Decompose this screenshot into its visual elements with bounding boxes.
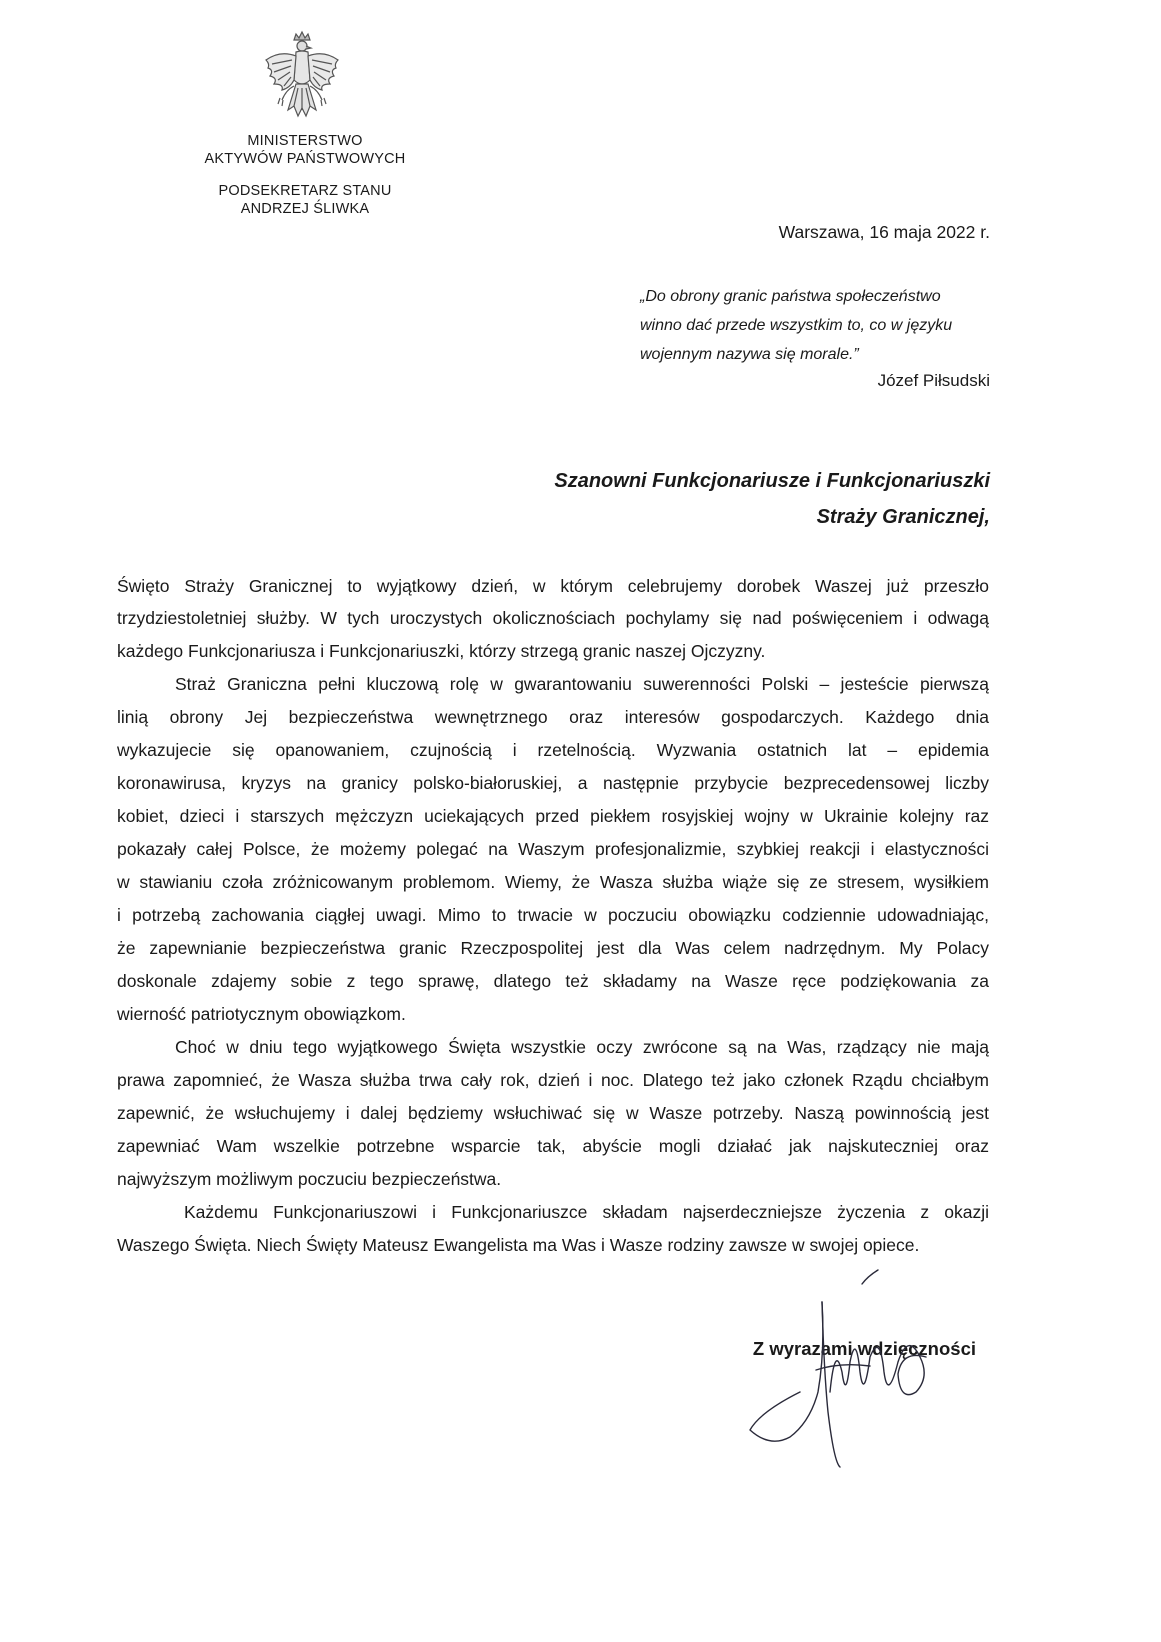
body-line: wykazujecie się opanowaniem, czujnością i rzetelnością. Wyzwania ostatnich lat – epidemia	[117, 740, 989, 760]
closing-phrase: Z wyrazami wdzięczności	[752, 1338, 976, 1359]
body-line: zapewniać Wam wszelkie potrzebne wsparcie tak, abyście mogli działać jak najskuteczniej oraz	[117, 1136, 989, 1156]
position-title: PODSEKRETARZ STANU	[218, 183, 392, 199]
letter-date: Warszawa, 16 maja 2022 r.	[778, 222, 990, 242]
body-line: pokazały całej Polsce, że możemy polegać na Waszym profesjonalizmie, szybkiej reakcji i elastyczności	[117, 839, 989, 859]
body-line: i potrzebą zachowania ciągłej uwagi. Mimo to trwacie w poczuciu obowiązku codziennie udowadniając,	[117, 905, 989, 925]
ministry-name-line1: MINISTERSTWO	[247, 133, 363, 149]
quote-line: winno dać przede wszystkim to, co w języku	[640, 317, 953, 334]
body-line: że zapewnianie bezpieczeństwa granic Rzeczpospolitej jest dla Was celem nadrzędnym. My Polacy	[117, 938, 989, 958]
body-line: Choć w dniu tego wyjątkowego Święta wszystkie oczy zwrócone są na Was, rządzący nie mają	[175, 1037, 989, 1057]
ministry-name-line2: AKTYWÓW PAŃSTWOWYCH	[204, 151, 406, 167]
body-line: doskonale zdajemy sobie z tego sprawę, dlatego też składamy na Wasze ręce podziękowania za	[117, 971, 989, 991]
body-line: każdego Funkcjonariusza i Funkcjonariuszki, którzy strzegą granic naszej Ojczyzny.	[117, 641, 766, 661]
quote-line: „Do obrony granic państwa społeczeństwo	[640, 288, 941, 305]
body-line: prawa zapomnieć, że Wasza służba trwa cały rok, dzień i noc. Dlatego też jako członek Rządu chciałbym	[117, 1070, 989, 1090]
body-line: wierność patriotycznym obowiązkom.	[117, 1004, 406, 1024]
body-line: Straż Graniczna pełni kluczową rolę w gwarantowaniu suwerenności Polski – jesteście pierwszą	[175, 674, 989, 694]
body-line: trzydziestoletniej służby. W tych uroczystych okolicznościach pochylamy się nad poświęceniem i odwagą	[117, 608, 989, 628]
author-name: ANDRZEJ ŚLIWKA	[240, 201, 370, 217]
body-line: zapewnić, że wsłuchujemy i dalej będziemy wsłuchiwać się w Wasze potrzeby. Naszą powinnością jest	[117, 1103, 989, 1123]
polish-eagle-icon	[258, 30, 346, 126]
body-line: kobiet, dzieci i starszych mężczyzn uciekających przed piekłem rosyjskiej wojny w Ukrainie kolejny raz	[117, 806, 989, 826]
body-line: Święto Straży Granicznej to wyjątkowy dzień, w którym celebrujemy dorobek Waszej już przeszło	[117, 576, 989, 596]
quote-line: wojennym nazywa się morale.”	[640, 346, 859, 363]
salutation-line2: Straży Granicznej,	[816, 506, 990, 528]
handwritten-signature-icon	[730, 1262, 970, 1482]
body-line: w stawianiu czoła zróżnicowanym problemom. Wiemy, że Wasza służba wiąże się ze stresem, wysiłkiem	[117, 872, 989, 892]
body-line: najwyższym możliwym poczuciu bezpieczeństwa.	[117, 1169, 502, 1189]
body-line: Każdemu Funkcjonariuszowi i Funkcjonariuszce składam najserdeczniejsze życzenia z okazji	[184, 1202, 989, 1222]
epigraph-quote	[640, 282, 1000, 369]
salutation-line1: Szanowni Funkcjonariusze i Funkcjonariuszki	[554, 470, 990, 492]
body-line: linią obrony Jej bezpieczeństwa wewnętrznego oraz interesów gospodarczych. Każdego dnia	[117, 707, 989, 727]
quote-author: Józef Piłsudski	[877, 371, 990, 390]
body-line: koronawirusa, kryzys na granicy polsko-białoruskiej, a następnie przybycie bezprecedensowej liczby	[117, 773, 989, 793]
body-line: Waszego Święta. Niech Święty Mateusz Ewangelista ma Was i Wasze rodziny zawsze w swojej opiece.	[117, 1235, 920, 1255]
